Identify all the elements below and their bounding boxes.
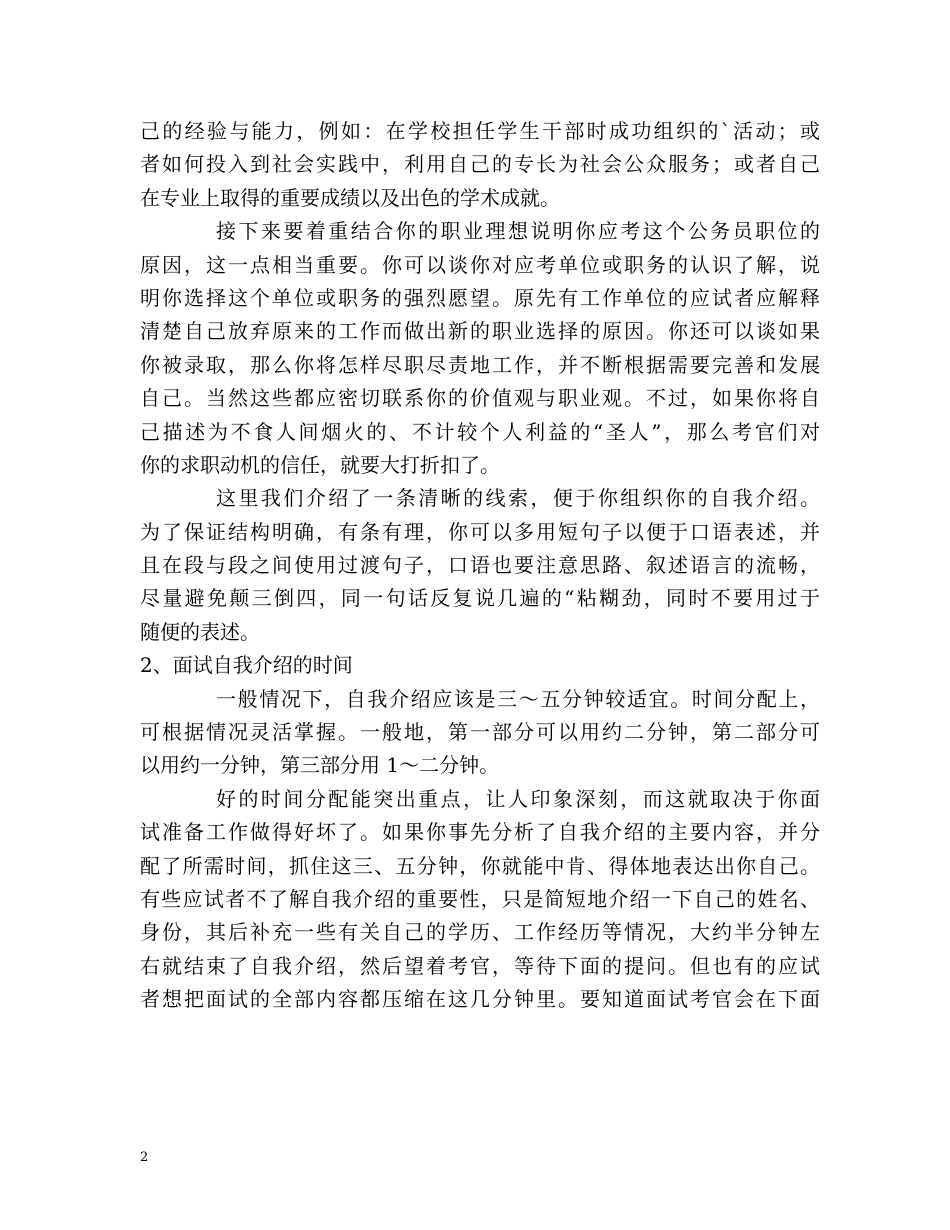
text-line: 你的求职动机的信任，就要大打折扣了。 [140, 452, 500, 477]
text-line: 一般情况下，自我介绍应该是三～五分钟较适宜。时间分配上， [216, 686, 820, 711]
text-line: 接下来要着重结合你的职业理想说明你应考这个公务员职位的 [216, 219, 820, 244]
text-line: 清楚自己放弃原来的工作而做出新的职业选择的原因。你还可以谈如果 [140, 319, 820, 344]
text-line: 在专业上取得的重要成绩以及出色的学术成就。 [140, 185, 560, 210]
text-line: 明你选择这个单位或职务的强烈愿望。原先有工作单位的应试者应解释 [140, 285, 820, 310]
text-line: 者如何投入到社会实践中，利用自己的专长为社会公众服务；或者自己 [140, 152, 820, 177]
text-line: 试准备工作做得好坏了。如果你事先分析了自我介绍的主要内容，并分 [140, 820, 820, 845]
text-line: 且在段与段之间使用过渡句子，口语也要注意思路、叙述语言的流畅， [140, 553, 820, 578]
text-line: 尽量避免颠三倒四，同一句话反复说几遍的“粘糊劲，同时不要用过于 [140, 586, 820, 611]
text-line: 随便的表述。 [140, 619, 260, 644]
text-line: 2、面试自我介绍的时间 [140, 653, 353, 678]
text-line: 身份，其后补充一些有关自己的学历、工作经历等情况，大约半分钟左 [140, 920, 820, 945]
page-number: 2 [140, 1150, 149, 1165]
text-line: 配了所需时间，抓住这三、五分钟，你就能中肯、得体地表达出你自己。 [140, 853, 820, 878]
text-line: 右就结束了自我介绍，然后望着考官，等待下面的提问。但也有的应试 [140, 953, 820, 978]
text-line: 有些应试者不了解自我介绍的重要性，只是简短地介绍一下自己的姓名、 [140, 886, 820, 911]
text-line: 为了保证结构明确，有条有理，你可以多用短句子以便于口语表述，并 [140, 519, 820, 544]
body-text [140, 115, 820, 1017]
text-line: 者想把面试的全部内容都压缩在这几分钟里。要知道面试考官会在下面 [140, 987, 820, 1012]
text-line: 好的时间分配能突出重点，让人印象深刻，而这就取决于你面 [216, 786, 820, 811]
text-line: 你被录取，那么你将怎样尽职尽责地工作，并不断根据需要完善和发展 [140, 352, 820, 377]
text-line: 己的经验与能力，例如：在学校担任学生干部时成功组织的`活动；或 [140, 119, 820, 143]
text-line: 以用约一分钟，第三部分用 1～二分钟。 [140, 753, 500, 778]
text-line: 己描述为不食人间烟火的、不计较个人利益的“圣人”，那么考官们对 [140, 419, 820, 444]
text-line: 自己。当然这些都应密切联系你的价值观与职业观。不过，如果你将自 [140, 386, 820, 411]
text-line: 这里我们介绍了一条清晰的线索，便于你组织你的自我介绍。 [216, 486, 820, 511]
text-line: 原因，这一点相当重要。你可以谈你对应考单位或职务的认识了解，说 [140, 252, 820, 277]
text-line: 可根据情况灵活掌握。一般地，第一部分可以用约二分钟，第二部分可 [140, 720, 820, 745]
